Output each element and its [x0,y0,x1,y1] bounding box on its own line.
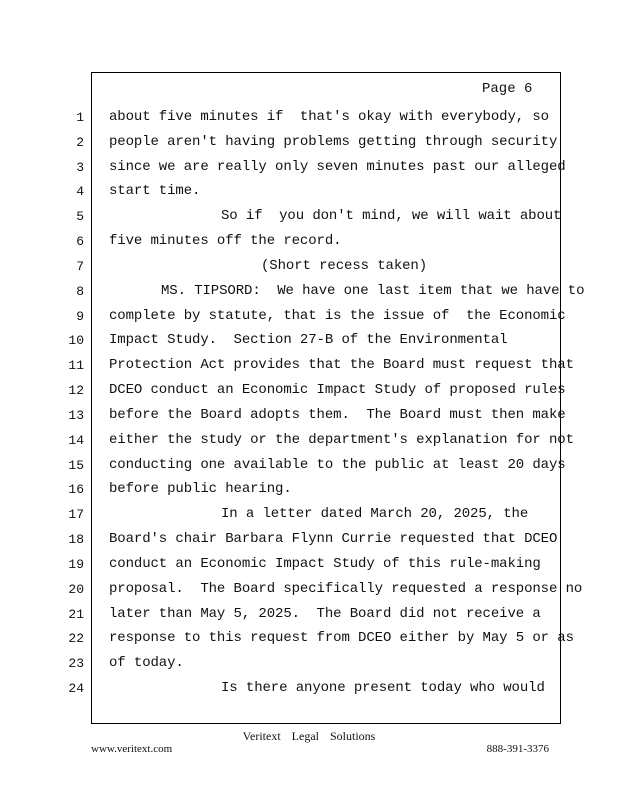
footer-company: Veritext Legal Solutions [242,729,376,743]
transcript-line-text: conducting one available to the public at least 20 days [109,456,566,473]
line-number: 8 [76,283,84,299]
transcript-line-text: (Short recess taken) [261,257,428,274]
transcript-line-text: five minutes off the record. [109,233,342,250]
line-number: 4 [76,184,84,200]
footer-website: www.veritext.com [91,743,173,755]
transcript-line-text: proposal. The Board specifically requested a response no [109,580,583,597]
line-number: 24 [68,681,84,697]
transcript-line-text: MS. TIPSORD: We have one last item that we have to [161,282,585,299]
line-number: 14 [68,432,84,448]
line-number: 7 [76,258,84,274]
transcript-line-text: complete by statute, that is the issue of the Economic [109,307,566,324]
transcript-line-text: people aren't having problems getting through security [109,133,558,150]
line-number: 9 [76,308,84,324]
line-number: 17 [68,507,84,523]
line-number: 23 [68,656,84,672]
line-number: 18 [68,532,84,548]
transcript-line-text: So if you don't mind, we will wait about [221,208,562,225]
line-number: 13 [68,407,84,423]
line-number: 3 [76,159,84,175]
transcript-line-text: of today. [109,655,184,672]
line-number: 10 [68,333,84,349]
line-number: 6 [76,234,84,250]
transcript-line-text: Protection Act provides that the Board must request that [109,357,574,374]
transcript-line-text: Impact Study. Section 27-B of the Environmental [109,332,508,349]
footer-phone: 888-391-3376 [486,743,549,755]
transcript-line-text: Is there anyone present today who would [221,680,545,697]
line-number: 22 [68,631,84,647]
transcript-line-text: start time. [109,183,201,200]
line-number: 20 [68,581,84,597]
line-number: 15 [68,457,84,473]
line-number: 1 [76,110,84,125]
line-number: 12 [68,383,84,399]
transcript-line-text: either the study or the department's explanation for not [109,431,574,448]
transcript-line-text: DCEO conduct an Economic Impact Study of proposed rules [109,382,566,399]
line-number: 21 [68,606,84,622]
line-number: 16 [68,482,84,498]
transcript-line-text: before the Board adopts them. The Board must then make [109,406,566,423]
transcript-line-text: response to this request from DCEO either by May 5 or as [109,630,574,647]
line-number: 19 [68,556,84,572]
transcript-line-text: about five minutes if that's okay with everybody, so [109,109,549,125]
transcript-line-text: before public hearing. [109,481,292,498]
line-number: 5 [76,209,84,225]
transcript-line-text: Board's chair Barbara Flynn Currie requested that DCEO [109,531,558,548]
line-number: 2 [76,134,84,150]
transcript-line-text: since we are really only seven minutes past our alleged [109,158,566,175]
transcript-line-text: later than May 5, 2025. The Board did not receive a [109,605,541,622]
transcript-line-text: conduct an Economic Impact Study of this rule-making [109,555,541,572]
transcript-line-text: In a letter dated March 20, 2025, the [221,506,529,523]
line-number: 11 [68,358,84,374]
page-number: Page 6 [482,81,533,97]
